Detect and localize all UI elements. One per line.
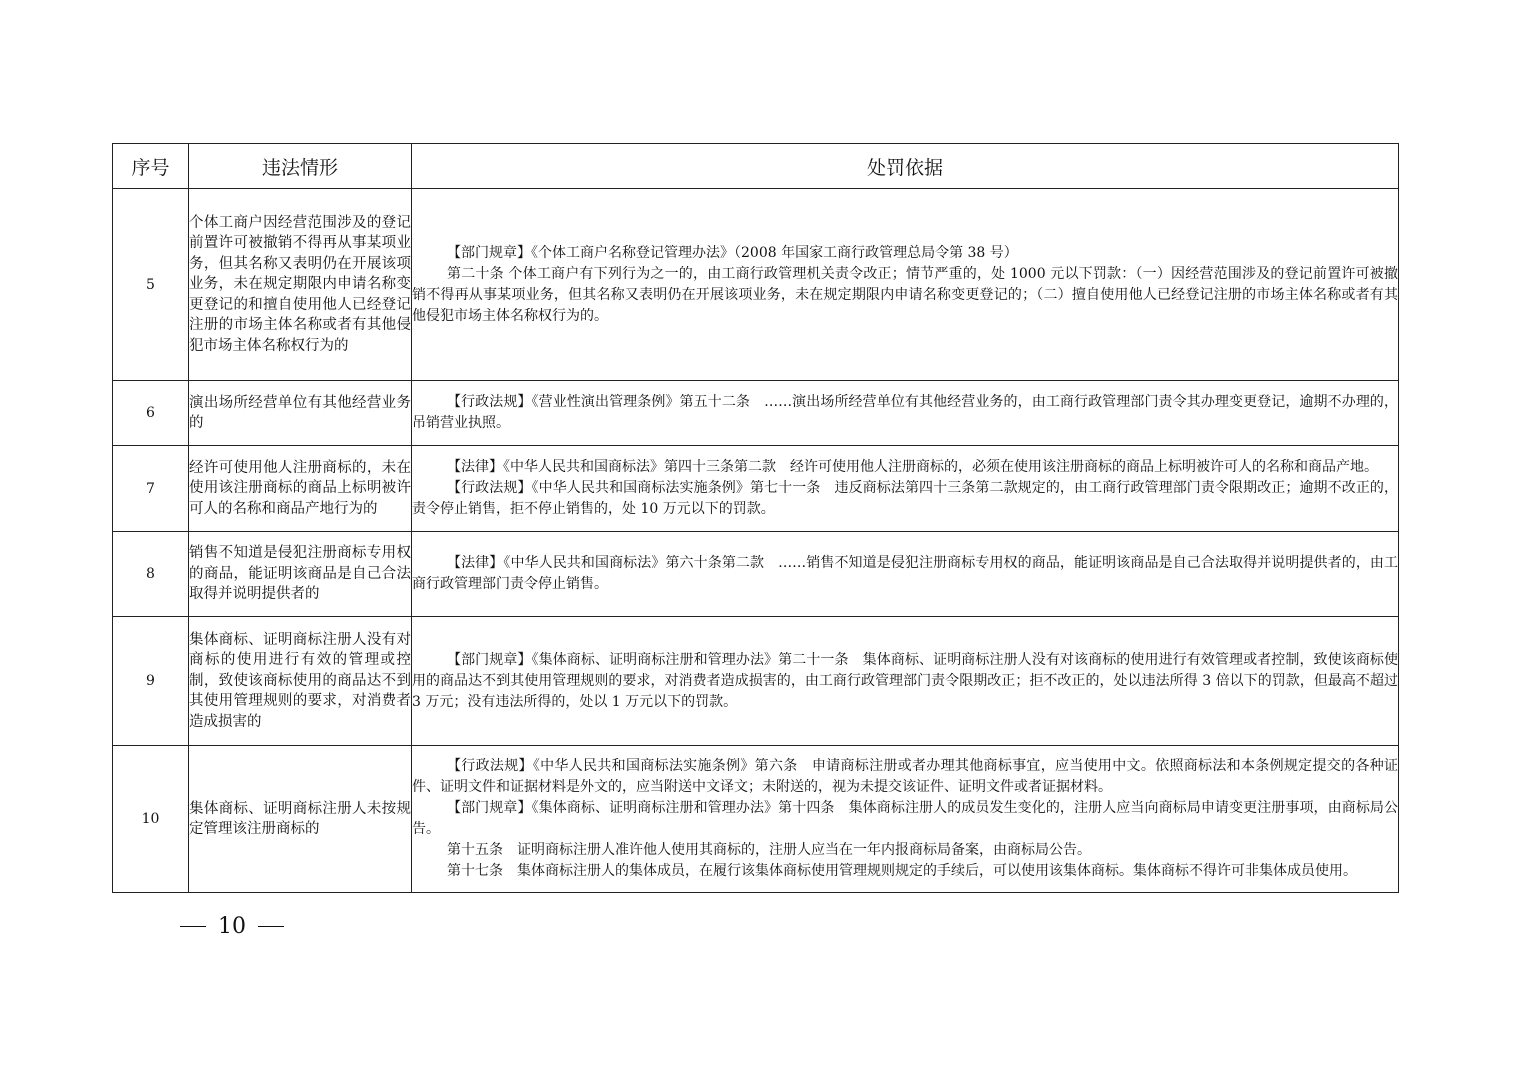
row-number: 6 <box>113 381 189 446</box>
basis-paragraph: 【行政法规】《中华人民共和国商标法实施条例》第六条 申请商标注册或者办理其他商标事宜，应当使用中文。依照商标法和本条例规定提交的各种证件、证明文件和证据材料是外文的，应当附送中文译文；未附送的，视为未提交该证件、证明文件或者证据材料。 <box>412 758 1398 795</box>
row-basis <box>412 446 1399 532</box>
table-row <box>113 189 1399 381</box>
basis-paragraph: 【法律】《中华人民共和国商标法》第六十条第二款 ……销售不知道是侵犯注册商标专用权的商品，能证明该商品是自己合法取得并说明提供者的，由工商行政管理部门责令停止销售。 <box>412 555 1398 592</box>
table-row <box>113 381 1399 446</box>
row-basis <box>412 617 1399 746</box>
basis-paragraph: 【法律】《中华人民共和国商标法》第四十三条第二款 经许可使用他人注册商标的，必须在使用该注册商标的商品上标明被许可人的名称和商品产地。 <box>447 459 1378 475</box>
basis-paragraph: 【部门规章】《集体商标、证明商标注册和管理办法》第十四条 集体商标注册人的成员发生变化的，注册人应当向商标局申请变更注册事项，由商标局公告。 <box>412 800 1398 837</box>
basis-paragraph: 【部门规章】《集体商标、证明商标注册和管理办法》第二十一条 集体商标、证明商标注册人没有对该商标的使用进行有效管理或者控制，致使该商标使用的商品达不到其使用管理规则的要求，对消费者造成损害的，由工商行政管理部门责令限期改正；拒不改正的，处以违法所得 3 倍以下的罚款，但最高不超过 3 万元；没有违法所得的，处以 1 万元以下的罚款。 <box>412 651 1398 710</box>
penalty-table <box>112 143 1399 893</box>
basis-paragraph: 【部门规章】《个体工商户名称登记管理办法》（2008 年国家工商行政管理总局令第 38 号） <box>447 244 1018 261</box>
row-situation: 集体商标、证明商标注册人没有对商标的使用进行有效的管理或控制，致使该商标使用的商品达不到其使用管理规则的要求，对消费者造成损害的 <box>189 617 412 746</box>
basis-paragraph: 第二十条 个体工商户有下列行为之一的，由工商行政管理机关责令改正；情节严重的，处 1000 元以下罚款：（一）因经营范围涉及的登记前置许可被撤销不得再从事某项业务，但其名称又表明仍在开展该项业务，未在规定期限内申请名称变更登记的；（二）擅自使用他人已经登记注册的市场主体名称或者有其他侵犯市场主体名称权行为的。 <box>412 265 1398 324</box>
row-basis <box>412 381 1399 446</box>
table-row <box>113 446 1399 532</box>
row-basis <box>412 532 1399 617</box>
row-number: 7 <box>113 446 189 532</box>
row-number: 10 <box>113 746 189 893</box>
table-row <box>113 532 1399 617</box>
basis-paragraph: 第十七条 集体商标注册人的集体成员，在履行该集体商标使用管理规则规定的手续后，可以使用该集体商标。集体商标不得许可非集体成员使用。 <box>447 863 1357 879</box>
row-number: 8 <box>113 532 189 617</box>
footer-dash-left <box>180 926 206 927</box>
header-number: 序号 <box>113 144 189 189</box>
row-basis <box>412 189 1399 381</box>
header-situation: 违法情形 <box>189 144 412 189</box>
row-situation: 经许可使用他人注册商标的，未在使用该注册商标的商品上标明被许可人的名称和商品产地行为的 <box>189 446 412 532</box>
basis-paragraph: 【行政法规】《营业性演出管理条例》第五十二条 ……演出场所经营单位有其他经营业务的，由工商行政管理部门责令其办理变更登记，逾期不办理的，吊销营业执照。 <box>412 394 1398 431</box>
header-basis: 处罚依据 <box>412 144 1399 189</box>
row-number: 9 <box>113 617 189 746</box>
basis-paragraph: 【行政法规】《中华人民共和国商标法实施条例》第七十一条 违反商标法第四十三条第二款规定的，由工商行政管理部门责令限期改正；逾期不改正的，责令停止销售，拒不停止销售的，处 10 万元以下的罚款。 <box>412 480 1398 517</box>
basis-paragraph: 第十五条 证明商标注册人准许他人使用其商标的，注册人应当在一年内报商标局备案，由商标局公告。 <box>447 842 1091 858</box>
table-header-row <box>113 144 1399 189</box>
footer-dash-right <box>258 926 284 927</box>
row-number: 5 <box>113 189 189 381</box>
row-situation: 销售不知道是侵犯注册商标专用权的商品，能证明该商品是自己合法取得并说明提供者的 <box>189 532 412 617</box>
row-situation: 集体商标、证明商标注册人未按规定管理该注册商标的 <box>189 746 412 893</box>
row-situation: 演出场所经营单位有其他经营业务的 <box>189 381 412 446</box>
table-row <box>113 617 1399 746</box>
table-row <box>113 746 1399 893</box>
row-situation: 个体工商户因经营范围涉及的登记前置许可被撤销不得再从事某项业务，但其名称又表明仍在开展该项业务，未在规定期限内申请名称变更登记的和擅自使用他人已经登记注册的市场主体名称或者有其他侵犯市场主体名称权行为的 <box>189 189 412 381</box>
page-footer <box>180 914 284 939</box>
row-basis <box>412 746 1399 893</box>
page-number: 10 <box>218 914 246 939</box>
